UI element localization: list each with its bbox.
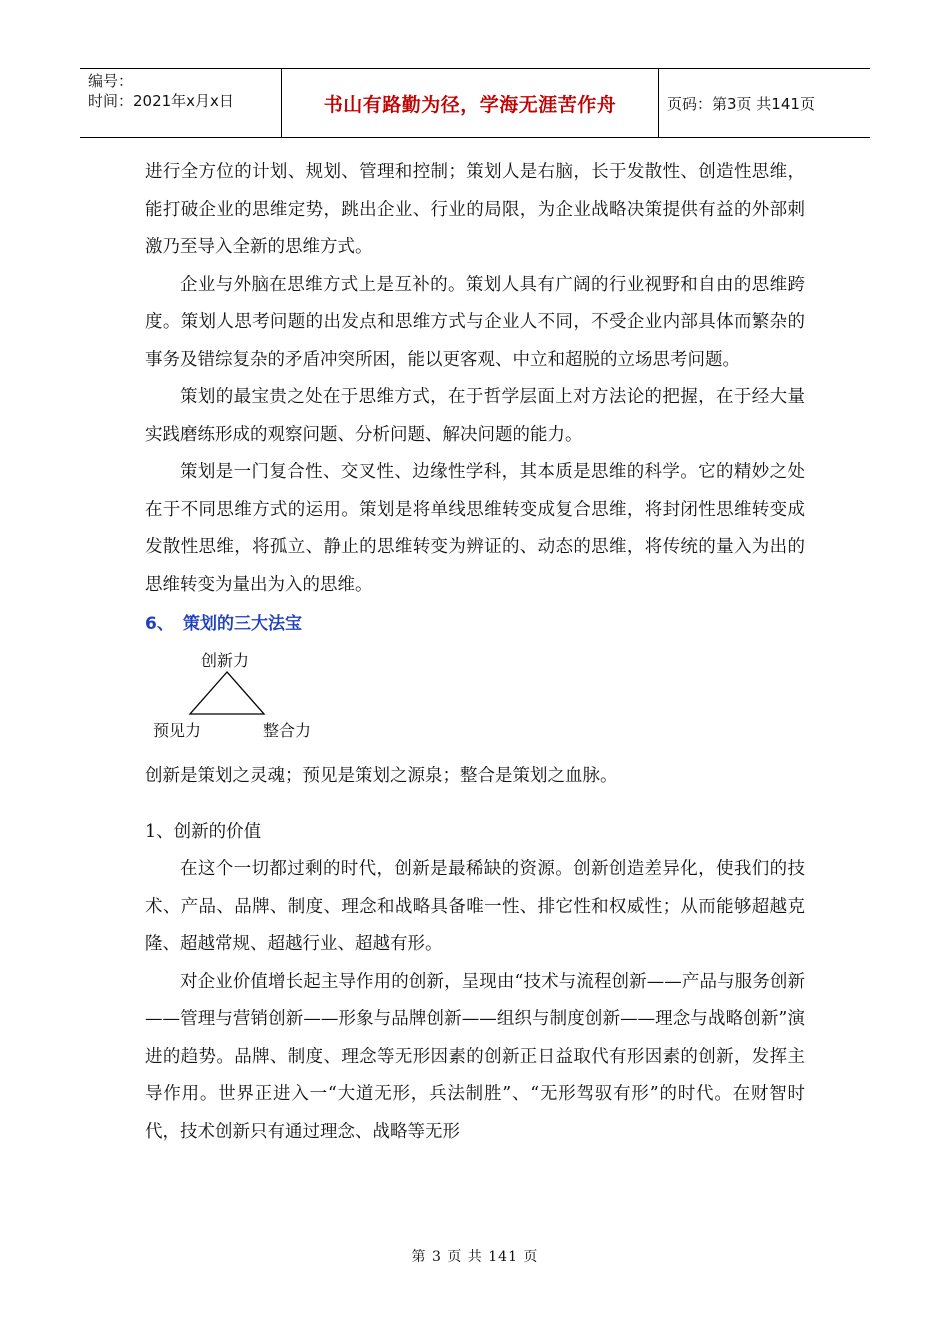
triangle-diagram [145,648,345,758]
paragraph: 企业与外脑在思维方式上是互补的。策划人具有广阔的行业视野和自由的思维跨度。策划人思考问题的出发点和思维方式与企业人不同，不受企业内部具体而繁杂的事务及错综复杂的矛盾冲突所困，能以更客观、中立和超脱的立场思考问题。 [145,274,805,370]
document-time: 时间：2021年x月x日 [88,92,234,110]
paragraph: 在这个一切都过剩的时代，创新是最稀缺的资源。创新创造差异化，使我们的技术、产品、品牌、制度、理念和战略具备唯一性、排它性和权威性；从而能够超越克隆、超越常规、超越行业、超越有形。 [145,859,805,954]
diagram-label-right: 整合力 [263,721,312,740]
header-page-info: 页码：第3页 共141页 [667,94,815,113]
paragraph: 策划的最宝贵之处在于思维方式，在于哲学层面上对方法论的把握，在于经大量实践磨练形成的观察问题、分析问题、解决问题的能力。 [145,387,805,445]
page-footer: 第 3 页 共 141 页 [411,1249,539,1265]
paragraph: 策划是一门复合性、交叉性、边缘性学科，其本质是思维的科学。它的精妙之处在于不同思维方式的运用。策划是将单线思维转变成复合思维，将封闭性思维转变成发散性思维，将孤立、静止的思维转变为辨证的、动态的思维，将传统的量入为出的思维转变为量出为入的思维。 [145,462,805,595]
triangle-shape [145,648,345,758]
page-header [80,68,870,138]
subheading: 1、创新的价值 [145,821,262,842]
triangle-outline [190,672,264,714]
section-number: 6、 [145,614,174,634]
section-title: 策划的三大法宝 [183,614,302,634]
summary-line: 创新是策划之灵魂；预见是策划之源泉；整合是策划之血脉。 [145,766,618,786]
section-heading [145,604,805,644]
document-number: 编号： [88,72,134,90]
document-body [145,154,805,1151]
diagram-label-top: 创新力 [201,651,250,670]
diagram-label-left: 预见力 [153,721,202,740]
paragraph: 对企业价值增长起主导作用的创新，呈现由“技术与流程创新——产品与服务创新——管理与营销创新——形象与品牌创新——组织与制度创新——理念与战略创新”演进的趋势。品牌、制度、理念等无形因素的创新正日益取代有形因素的创新，发挥主导作用。世界正进入一“大道无形，兵法制胜”、“无形驾驭有形”的时代。在财智时代，技术创新只有通过理念、战略等无形 [145,971,805,1142]
header-meta [80,69,282,137]
header-motto: 书山有路勤为径，学海无涯苦作舟 [282,69,659,137]
paragraph: 进行全方位的计划、规划、管理和控制；策划人是右脑，长于发散性、创造性思维，能打破企业的思维定势，跳出企业、行业的局限，为企业战略决策提供有益的外部刺激乃至导入全新的思维方式。 [145,162,805,257]
